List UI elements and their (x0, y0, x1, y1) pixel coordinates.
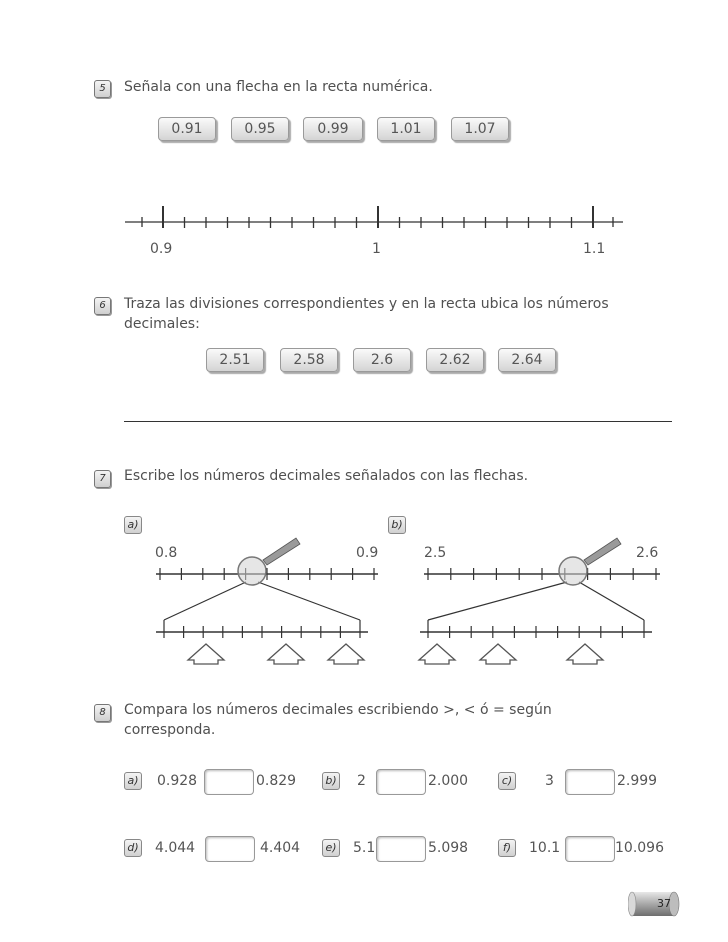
q8b-right: 2.000 (428, 773, 469, 789)
question-7-number: 7 (94, 470, 111, 488)
q5-chip-4: 1.01 (377, 117, 435, 141)
q5-label-mid: 1 (372, 241, 381, 257)
q5-label-end: 1.1 (583, 241, 606, 257)
q7b-label-end: 2.6 (636, 545, 659, 561)
up-arrow-icon (419, 644, 455, 664)
question-8-number: 8 (94, 704, 111, 722)
q7a-label-end: 0.9 (356, 545, 379, 561)
up-arrow-icon (188, 644, 224, 664)
q8-tag-f: f) (498, 839, 516, 857)
up-arrow-icon (480, 644, 516, 664)
q8c-answer-box[interactable] (565, 769, 615, 795)
q8f-answer-box[interactable] (565, 836, 615, 862)
q8c-left: 3 (545, 773, 554, 789)
q8c-right: 2.999 (617, 773, 658, 789)
q7-tag-b: b) (388, 516, 406, 534)
q7a-label-start: 0.8 (155, 545, 178, 561)
zoom-connector-right (258, 582, 360, 620)
q8e-right: 5.098 (428, 840, 469, 856)
question-8-text-line2: corresponda. (124, 722, 216, 738)
q8b-answer-box[interactable] (376, 769, 426, 795)
q7-diagrams (0, 520, 728, 680)
q8a-left: 0.928 (157, 773, 198, 789)
magnifier-lens-icon (559, 557, 587, 585)
zoom-connector-right (579, 582, 644, 620)
magnifier-handle-icon (584, 538, 621, 565)
zoom-connector-left (428, 582, 567, 620)
q5-chip-2: 0.95 (231, 117, 289, 141)
q6-chip-4: 2.62 (426, 348, 484, 372)
q8a-answer-box[interactable] (204, 769, 254, 795)
q6-chip-1: 2.51 (206, 348, 264, 372)
question-5-number: 5 (94, 80, 111, 98)
q6-chip-3: 2.6 (353, 348, 411, 372)
q8d-answer-box[interactable] (205, 836, 255, 862)
q8e-left: 5.1 (353, 840, 376, 856)
question-8-text-line1: Compara los números decimales escribiendo >, < ó = según (124, 702, 552, 718)
q7-tag-a: a) (124, 516, 142, 534)
zoom-connector-left (164, 582, 246, 620)
question-5-text: Señala con una flecha en la recta numérica. (124, 79, 433, 95)
q5-number-line[interactable] (120, 200, 630, 240)
q6-blank-number-line[interactable] (124, 421, 672, 422)
q7b-label-start: 2.5 (424, 545, 447, 561)
q7a-zoom-diagram (156, 538, 378, 664)
q5-label-start: 0.9 (150, 241, 173, 257)
q8-tag-b: b) (322, 772, 340, 790)
up-arrow-icon (328, 644, 364, 664)
q8b-left: 2 (357, 773, 366, 789)
q8-tag-e: e) (322, 839, 340, 857)
magnifier-handle-icon (263, 538, 300, 565)
q5-chip-5: 1.07 (451, 117, 509, 141)
q5-chip-1: 0.91 (158, 117, 216, 141)
question-6-number: 6 (94, 297, 111, 315)
q7b-zoom-diagram (419, 538, 660, 664)
question-7-text: Escribe los números decimales señalados con las flechas. (124, 468, 529, 484)
q8e-answer-box[interactable] (376, 836, 426, 862)
up-arrow-icon (567, 644, 603, 664)
q8-tag-c: c) (498, 772, 516, 790)
q8d-right: 4.404 (260, 840, 301, 856)
question-6-text-line2: decimales: (124, 316, 200, 332)
q8d-left: 4.044 (155, 840, 196, 856)
q8f-left: 10.1 (529, 840, 561, 856)
q6-chip-2: 2.58 (280, 348, 338, 372)
q8-tag-a: a) (124, 772, 142, 790)
up-arrow-icon (268, 644, 304, 664)
page-number: 37 (657, 897, 671, 910)
q6-chip-5: 2.64 (498, 348, 556, 372)
page-number-badge (628, 890, 680, 918)
q8f-right: 10.096 (615, 840, 664, 856)
magnifier-lens-icon (238, 557, 266, 585)
q5-chip-3: 0.99 (303, 117, 363, 141)
question-6-text-line1: Traza las divisiones correspondientes y en la recta ubica los números (124, 296, 609, 312)
q8a-right: 0.829 (256, 773, 297, 789)
q8-tag-d: d) (124, 839, 142, 857)
